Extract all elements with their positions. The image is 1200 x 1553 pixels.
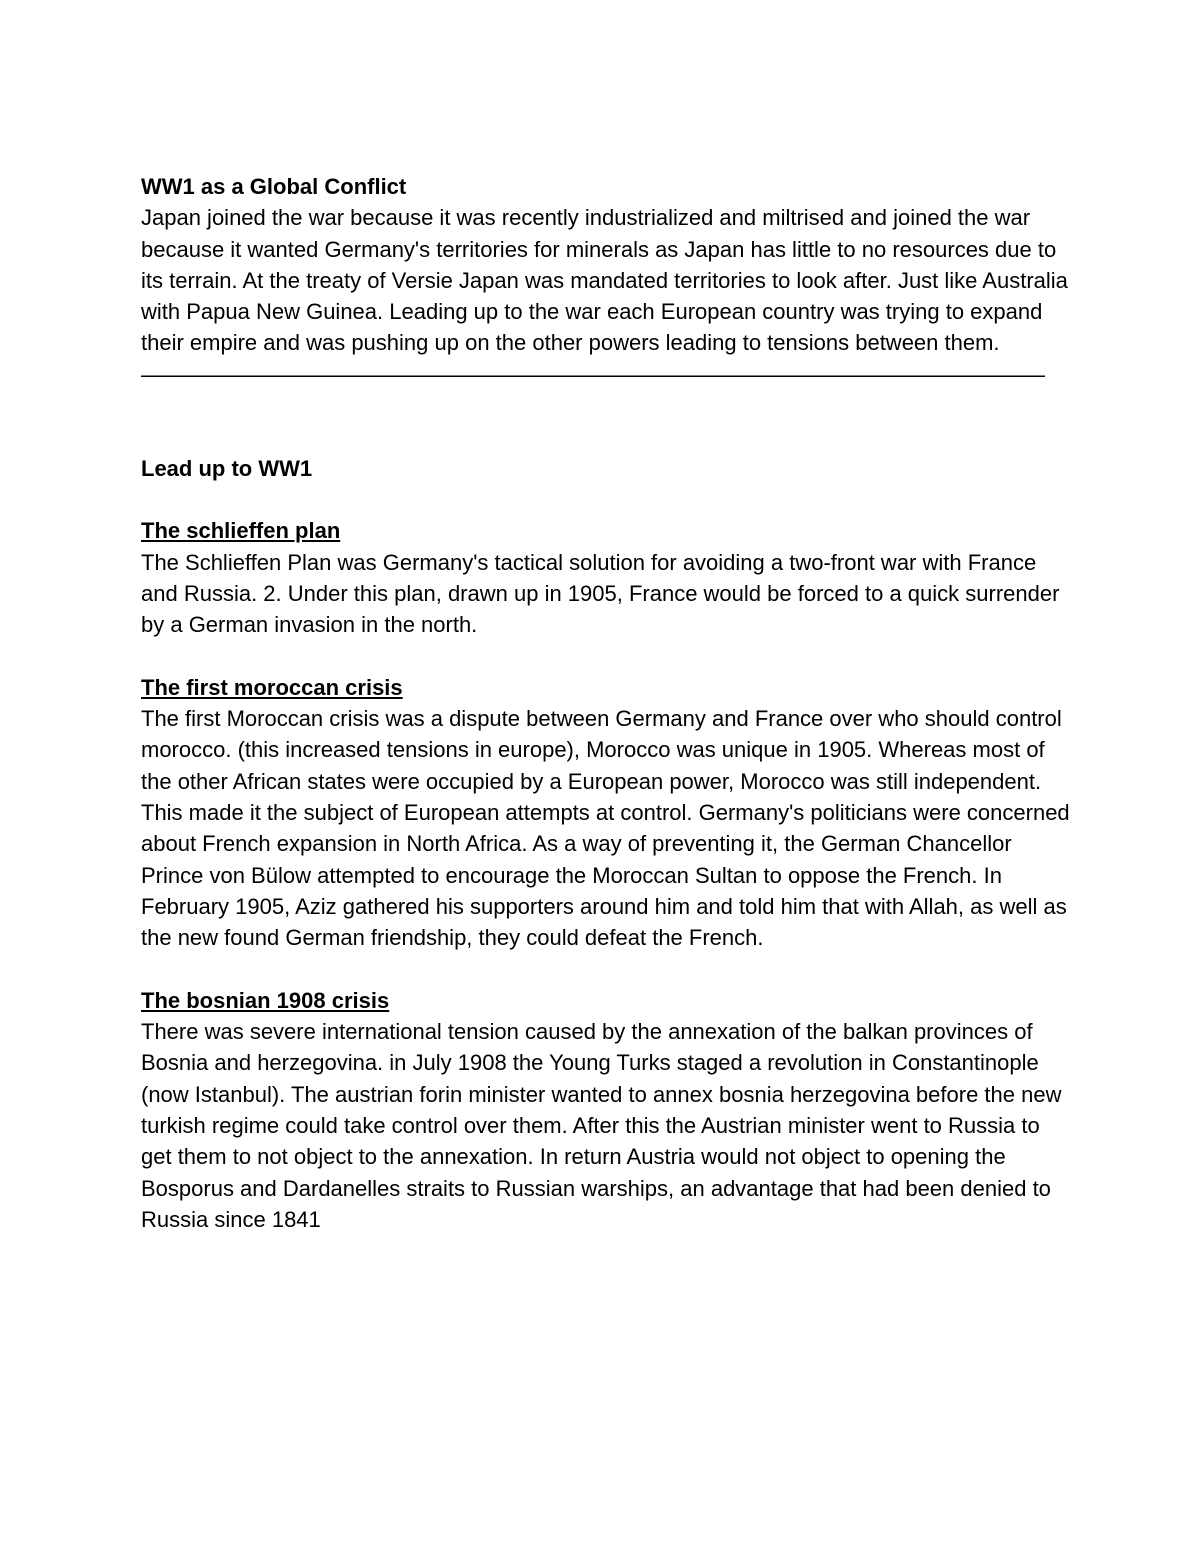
document-page [141,171,1071,1235]
horizontal-divider: ——————————————————————————————————————————— [141,361,1044,387]
subsection-body-bosnian: There was severe international tension caused by the annexation of the balkan provinces of Bosnia and herzegovina. in July 1908 the Young Turks staged a revolution in Constantinople (now Istanbul). The austrian forin minister wanted to annex bosnia herzegovina before the new turkish regime could take control over them. After this the Austrian minister went to Russia to get them to not object to the annexation. In return Austria would not object to opening the Bosporus and Dardanelles straits to Russian warships, an advantage that had been denied to Russia since 1841 [141,1019,1062,1232]
subsection-body-moroccan: The first Moroccan crisis was a dispute between Germany and France over who should control morocco. (this increased tensions in europe), Morocco was unique in 1905. Whereas most of the other African states were occupied by a European power, Morocco was still independent. This made it the subject of European attempts at control. Germany's politicians were concerned about French expansion in North Africa. As a way of preventing it, the German Chancellor Prince von Bülow attempted to encourage the Moroccan Sultan to oppose the French. In February 1905, Aziz gathered his supporters around him and told him that with Allah, as well as the new found German friendship, they could defeat the French. [141,706,1070,951]
section-title-lead-up: Lead up to WW1 [141,455,313,481]
blank-space [141,640,1071,671]
subsection-title-bosnian: The bosnian 1908 crisis [141,987,390,1013]
blank-space [141,953,1071,984]
subsection-title-schlieffen: The schlieffen plan [141,518,341,544]
subsection-title-moroccan: The first moroccan crisis [141,674,403,700]
subsection-body-schlieffen: The Schlieffen Plan was Germany's tactical solution for avoiding a two-front war with France and Russia. 2. Under this plan, drawn up in 1905, France would be forced to a quick surrender by a German invasion in the north. [141,549,1060,638]
blank-space [141,484,1071,515]
section-body-global-conflict: Japan joined the war because it was recently industrialized and miltrised and joined the war because it wanted Germany's territories for minerals as Japan has little to no resources due to its terrain. At the treaty of Versie Japan was mandated territories to look after. Just like Australia with Papua New Guinea. Leading up to the war each European country was trying to expand their empire and was pushing up on the other powers leading to tensions between them. [141,205,1068,356]
section-title-global-conflict: WW1 as a Global Conflict [141,174,407,199]
blank-space [141,390,1071,453]
